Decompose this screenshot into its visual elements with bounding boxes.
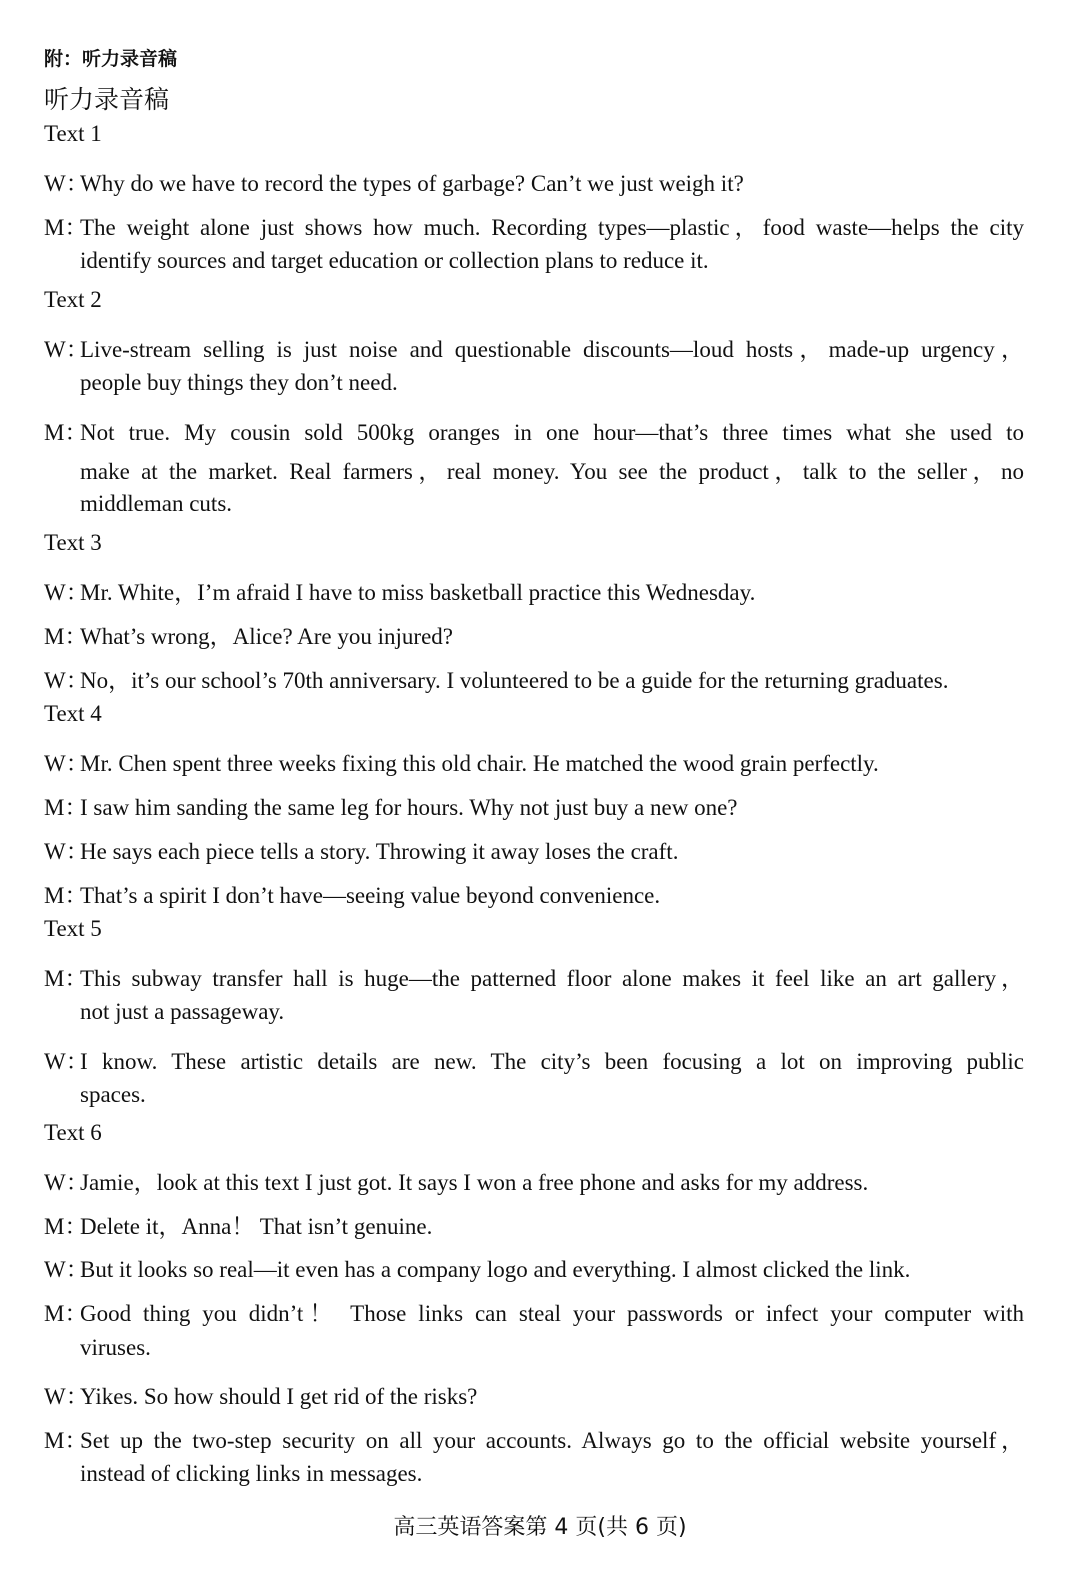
speaker-label: W： — [44, 1049, 89, 1074]
line-text: The weight alone just shows how much. Recording types—plastic，food waste—helps the city — [80, 215, 1024, 240]
text-label: Text 6 — [44, 1120, 102, 1145]
text-label: Text 4 — [44, 701, 102, 726]
continuation-line: viruses. — [80, 1335, 151, 1360]
speaker-label: W： — [44, 668, 89, 693]
dialogue-line — [44, 789, 738, 822]
dialogue-line — [44, 833, 678, 866]
speaker-label: W： — [44, 839, 89, 864]
line-text: I know. These artistic details are new. The city’s been focusing a lot on improving public — [80, 1049, 1024, 1074]
dialogue-line — [44, 1378, 477, 1411]
speaker-label: M： — [44, 966, 88, 991]
speaker-label: M： — [44, 1214, 88, 1239]
line-text: Why do we have to record the types of garbage? Can’t we just weigh it? — [80, 171, 744, 196]
line-text: Yikes. So how should I get rid of the risks? — [80, 1384, 478, 1409]
text-label: Text 1 — [44, 121, 102, 146]
text-label: Text 2 — [44, 287, 102, 312]
speaker-label: M： — [44, 883, 88, 908]
speaker-label: W： — [44, 751, 89, 776]
speaker-label: W： — [44, 337, 89, 362]
dialogue-line — [44, 1043, 1024, 1076]
line-text: I saw him sanding the same leg for hours. Why not just buy a new one? — [80, 795, 738, 820]
line-text: Live-stream selling is just noise and questionable discounts—loud hosts，made-up urgency， — [80, 337, 1024, 362]
dialogue-line — [44, 1164, 868, 1197]
continuation-line: spaces. — [80, 1082, 146, 1107]
line-text: No，it’s our school’s 70th anniversary. I volunteered to be a guide for the returning graduates. — [80, 668, 949, 693]
speaker-label: W： — [44, 171, 89, 196]
line-text: He says each piece tells a story. Throwing it away loses the craft. — [80, 839, 679, 864]
dialogue-line — [44, 1208, 432, 1241]
continuation-line: instead of clicking links in messages. — [80, 1461, 423, 1486]
line-text: What’s wrong，Alice? Are you injured? — [80, 624, 453, 649]
dialogue-line — [44, 574, 755, 607]
continuation-line: not just a passageway. — [80, 999, 285, 1024]
dialogue-line — [44, 209, 1024, 242]
speaker-label: M： — [44, 420, 88, 445]
dialogue-line — [44, 662, 948, 695]
section-label: 附：听力录音稿 — [44, 48, 178, 70]
line-text: Mr. White，I’m afraid I have to miss basketball practice this Wednesday. — [80, 580, 756, 605]
dialogue-line — [44, 1295, 1024, 1328]
continuation-line: middleman cuts. — [80, 491, 233, 516]
dialogue-line — [44, 877, 660, 910]
continuation-line: make at the market. Real farmers，real money. You see the product，talk to the seller，no — [80, 459, 1024, 484]
continuation-line: identify sources and target education or collection plans to reduce it. — [80, 248, 709, 273]
page-title: 听力录音稿 — [44, 85, 170, 114]
text-label: Text 5 — [44, 916, 102, 941]
dialogue-line — [44, 1251, 910, 1284]
page-footer: 高三英语答案第 4 页(共 6 页) — [393, 1515, 687, 1540]
speaker-label: M： — [44, 795, 88, 820]
line-text: Jamie，look at this text I just got. It says I won a free phone and asks for my address. — [80, 1170, 869, 1195]
speaker-label: M： — [44, 1428, 88, 1453]
text-label: Text 3 — [44, 530, 102, 555]
line-text: Good thing you didn’t！ Those links can steal your passwords or infect your computer with — [80, 1301, 1024, 1326]
dialogue-line — [44, 1422, 1024, 1455]
line-text: Mr. Chen spent three weeks fixing this old chair. He matched the wood grain perfectly. — [80, 751, 879, 776]
dialogue-line — [44, 745, 879, 778]
speaker-label: W： — [44, 1170, 89, 1195]
dialogue-line — [44, 960, 1024, 993]
speaker-label: W： — [44, 1384, 89, 1409]
line-text: Set up the two-step security on all your accounts. Always go to the official website yourself， — [80, 1428, 1024, 1453]
speaker-label: M： — [44, 215, 88, 240]
line-text: But it looks so real—it even has a company logo and everything. I almost clicked the link. — [80, 1257, 911, 1282]
dialogue-line — [44, 618, 453, 651]
continuation-line: people buy things they don’t need. — [80, 370, 398, 395]
dialogue-line — [44, 414, 1024, 447]
speaker-label: M： — [44, 624, 88, 649]
speaker-label: W： — [44, 580, 89, 605]
dialogue-line — [44, 331, 1024, 364]
line-text: That’s a spirit I don’t have—seeing value beyond convenience. — [80, 883, 661, 908]
dialogue-line — [44, 165, 744, 198]
line-text: This subway transfer hall is huge—the patterned floor alone makes it feel like an art gallery， — [80, 966, 1024, 991]
speaker-label: M： — [44, 1301, 88, 1326]
speaker-label: W： — [44, 1257, 89, 1282]
line-text: Not true. My cousin sold 500kg oranges in one hour—that’s three times what she used to — [80, 420, 1024, 445]
line-text: Delete it，Anna！ That isn’t genuine. — [80, 1214, 433, 1239]
